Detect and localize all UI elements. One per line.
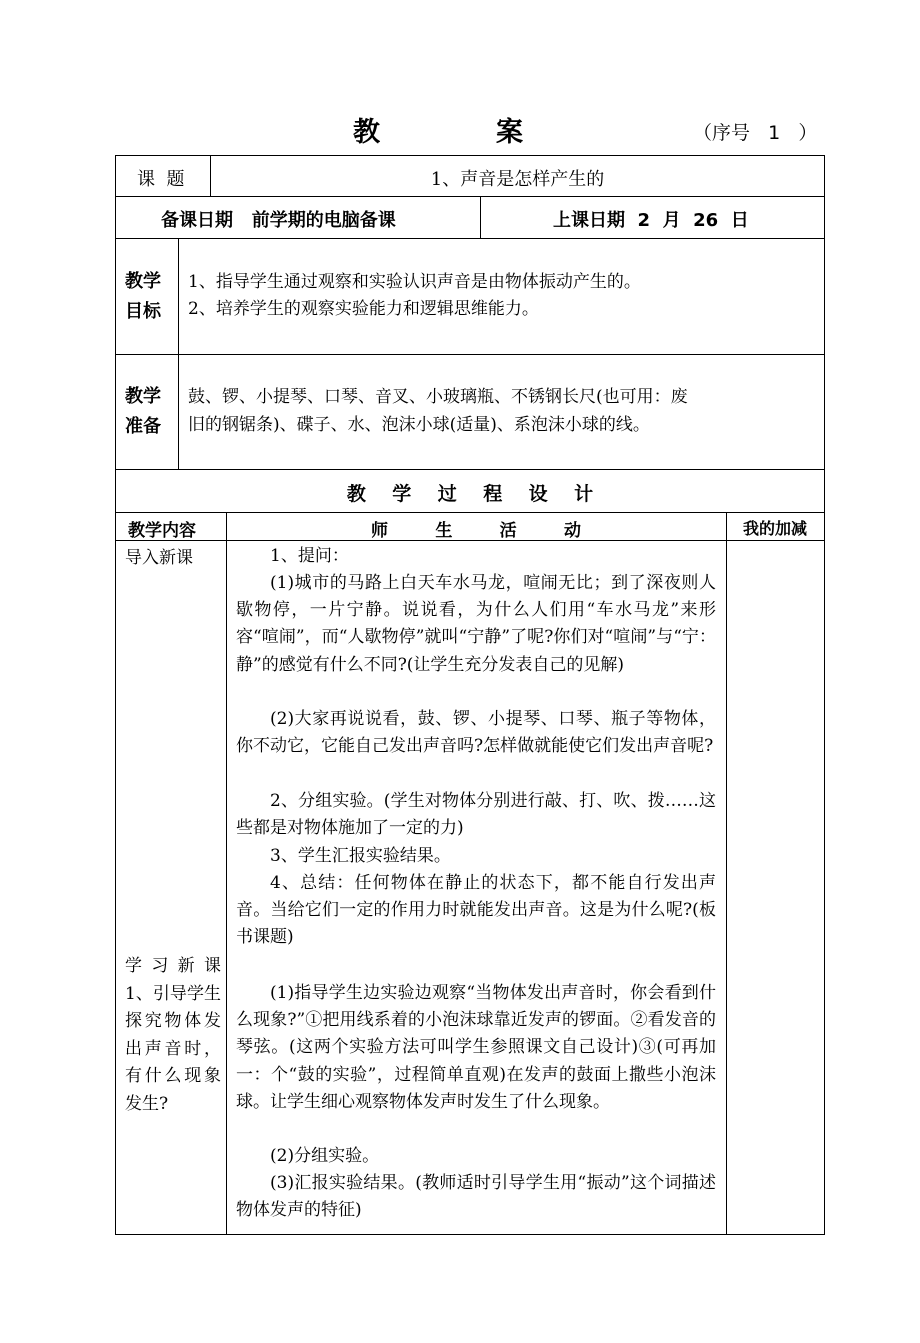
preparation-label-2: 准备 <box>125 416 161 437</box>
preparation-line-1: 鼓、锣、小提琴、口琴、音叉、小玻璃瓶、不锈钢长尺(也可用：废 <box>188 387 688 407</box>
divider <box>726 512 727 1234</box>
prep-date: 备课日期 前学期的电脑备课 <box>161 210 396 231</box>
document-title <box>115 110 825 150</box>
process-paragraph: 1、提问： <box>270 546 349 566</box>
class-date: 上课日期 2 月 26 日 <box>553 210 749 231</box>
col-header-notes: 我的加减 <box>742 519 807 538</box>
left-new-lesson: 学习新课 1、引导学生探究物体发出声音时，有什么现象发生? <box>125 956 221 1114</box>
title-char-2: 案 <box>496 117 523 148</box>
left-intro: 导入新课 <box>125 548 193 568</box>
preparation-label-1: 教学 <box>125 386 161 407</box>
title-char-1: 教 <box>353 117 380 148</box>
col-header-activity: 师 生 活 动 <box>370 521 582 541</box>
divider <box>116 196 824 197</box>
objectives-label-2: 目标 <box>125 301 161 322</box>
divider <box>116 238 824 239</box>
col-header-content: 教学内容 <box>128 521 196 541</box>
objective-1: 1、指导学生通过观察和实验认识声音是由物体振动产生的。 <box>188 272 641 292</box>
objectives-label-1: 教学 <box>125 271 161 292</box>
divider <box>480 196 481 238</box>
divider <box>116 469 824 470</box>
sequence-number: （序号 1 ） <box>693 122 818 144</box>
process-paragraph: 4、总结：任何物体在静止的状态下，都不能自行发出声音。当给它们一定的作用力时就能发出声音。这是为什么呢?(板书课题) <box>236 873 716 948</box>
process-paragraph: 2、分组实验。(学生对物体分别进行敲、打、吹、拨……这些都是对物体施加了一定的力) <box>236 791 716 839</box>
divider <box>178 238 179 354</box>
objective-2: 2、培养学生的观察实验能力和逻辑思维能力。 <box>188 299 539 319</box>
process-paragraph: (1)城市的马路上白天车水马龙，喧闹无比；到了深夜则人歇物停，一片宁静。说说看，为什么人们用“车水马龙”来形容“喧闹”，而“人歇物停”就叫“宁静”了呢?你们对“喧闹”与“宁：静”的感觉有什么不同?(让学生充分发表自己的见解) <box>236 573 716 675</box>
divider <box>116 354 824 355</box>
process-paragraph: (3)汇报实验结果。(教师适时引导学生用“振动”这个词描述物体发声的特征) <box>236 1173 716 1221</box>
topic-label: 课 题 <box>137 169 185 190</box>
process-paragraph: 3、学生汇报实验结果。 <box>270 846 451 866</box>
lesson-plan-table <box>115 155 825 1235</box>
process-paragraph: (2)分组实验。 <box>270 1146 380 1166</box>
process-section-title: 教 学 过 程 设 计 <box>346 483 594 505</box>
divider <box>178 354 179 469</box>
divider <box>116 540 824 541</box>
process-paragraph: (2)大家再说说看，鼓、锣、小提琴、口琴、瓶子等物体，你不动它，它能自己发出声音吗?怎样做就能使它们发出声音呢? <box>236 709 716 757</box>
preparation-line-2: 旧的钢锯条)、碟子、水、泡沫小球(适量)、系泡沫小球的线。 <box>188 415 650 435</box>
divider <box>226 512 227 1234</box>
process-paragraph: (1)指导学生边实验边观察“当物体发出声音时，你会看到什么现象?”①把用线系着的小泡沫球靠近发声的锣面。②看发音的琴弦。(这两个实验方法可叫学生参照课文自己设计)③(可再加一：个“鼓的实验”，过程简单直观)在发声的鼓面上撒些小泡沫球。让学生细心观察物体发声时发生了什么现象。 <box>236 983 716 1112</box>
divider <box>116 512 824 513</box>
topic-value: 1、声音是怎样产生的 <box>430 169 605 190</box>
